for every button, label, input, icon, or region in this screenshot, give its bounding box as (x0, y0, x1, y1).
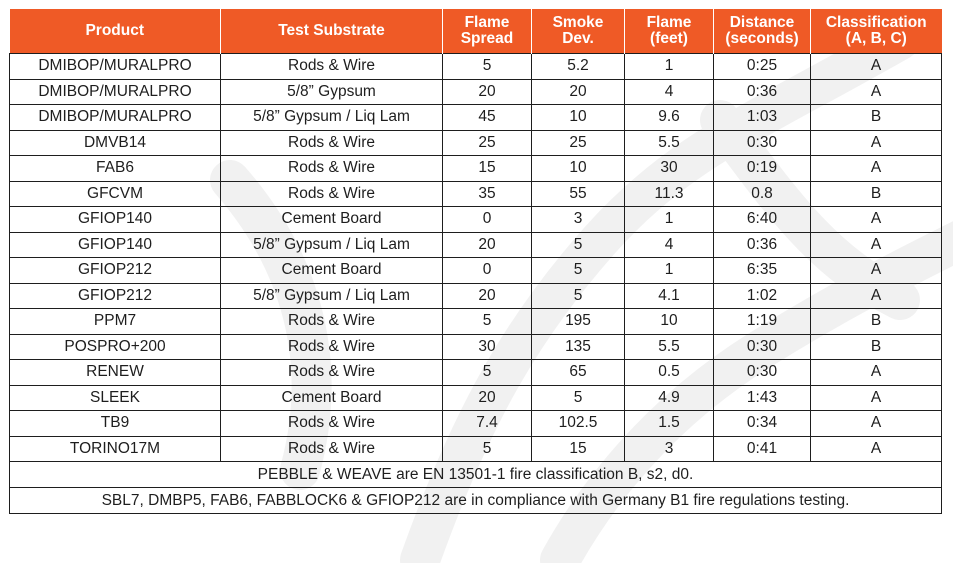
cell-flame-spread: 15 (443, 156, 532, 182)
cell-flame-feet: 0.5 (625, 360, 714, 386)
cell-test-substrate: 5/8” Gypsum / Liq Lam (221, 232, 443, 258)
cell-flame-spread: 20 (443, 232, 532, 258)
header-line: Product (85, 22, 145, 39)
header-line: (A, B, C) (845, 30, 907, 47)
cell-flame-spread: 5 (443, 436, 532, 462)
header-line: Distance (729, 14, 795, 31)
cell-smoke-dev: 15 (532, 436, 625, 462)
table-row (10, 309, 942, 335)
cell-product: DMIBOP/MURALPRO (10, 105, 221, 131)
cell-distance: 0:30 (714, 130, 811, 156)
cell-product: DMIBOP/MURALPRO (10, 54, 221, 80)
cell-test-substrate: Rods & Wire (221, 436, 443, 462)
cell-smoke-dev: 3 (532, 207, 625, 233)
cell-flame-spread: 20 (443, 79, 532, 105)
cell-test-substrate: 5/8” Gypsum (221, 79, 443, 105)
cell-test-substrate: Rods & Wire (221, 130, 443, 156)
cell-product: POSPRO+200 (10, 334, 221, 360)
cell-test-substrate: Rods & Wire (221, 181, 443, 207)
cell-distance: 0:41 (714, 436, 811, 462)
cell-distance: 1:03 (714, 105, 811, 131)
cell-distance: 6:40 (714, 207, 811, 233)
cell-flame-spread: 20 (443, 385, 532, 411)
cell-product: PPM7 (10, 309, 221, 335)
cell-classification: A (811, 130, 942, 156)
table-row (10, 130, 942, 156)
header-line: Smoke (552, 14, 604, 31)
cell-product: GFIOP140 (10, 207, 221, 233)
cell-test-substrate: Cement Board (221, 385, 443, 411)
cell-smoke-dev: 5 (532, 258, 625, 284)
cell-classification: A (811, 385, 942, 411)
cell-flame-spread: 20 (443, 283, 532, 309)
header-line: Flame (464, 14, 510, 31)
cell-product: RENEW (10, 360, 221, 386)
table-row (10, 334, 942, 360)
table-row (10, 79, 942, 105)
cell-flame-feet: 4.9 (625, 385, 714, 411)
table-row (10, 360, 942, 386)
cell-classification: A (811, 156, 942, 182)
cell-smoke-dev: 55 (532, 181, 625, 207)
header-test-substrate (221, 9, 443, 54)
table-row (10, 54, 942, 80)
cell-flame-spread: 25 (443, 130, 532, 156)
cell-flame-feet: 1 (625, 258, 714, 284)
cell-smoke-dev: 5.2 (532, 54, 625, 80)
table-row (10, 105, 942, 131)
cell-flame-spread: 0 (443, 207, 532, 233)
cell-flame-feet: 9.6 (625, 105, 714, 131)
cell-flame-feet: 5.5 (625, 334, 714, 360)
table-note-row (10, 488, 942, 514)
cell-flame-feet: 1.5 (625, 411, 714, 437)
cell-product: DMIBOP/MURALPRO (10, 79, 221, 105)
table-row (10, 258, 942, 284)
cell-smoke-dev: 65 (532, 360, 625, 386)
cell-distance: 0.8 (714, 181, 811, 207)
cell-flame-feet: 4 (625, 232, 714, 258)
cell-flame-spread: 5 (443, 54, 532, 80)
table-row (10, 156, 942, 182)
cell-distance: 0:19 (714, 156, 811, 182)
cell-test-substrate: Cement Board (221, 207, 443, 233)
cell-test-substrate: Rods & Wire (221, 411, 443, 437)
cell-smoke-dev: 20 (532, 79, 625, 105)
header-flame-spread (443, 9, 532, 54)
table-row (10, 385, 942, 411)
header-line: (seconds) (725, 30, 799, 47)
header-line: Flame (646, 14, 692, 31)
cell-test-substrate: Rods & Wire (221, 309, 443, 335)
cell-flame-spread: 0 (443, 258, 532, 284)
cell-distance: 0:30 (714, 334, 811, 360)
table-note-row (10, 462, 942, 488)
header-product (10, 9, 221, 54)
cell-flame-feet: 3 (625, 436, 714, 462)
cell-distance: 1:02 (714, 283, 811, 309)
cell-smoke-dev: 25 (532, 130, 625, 156)
cell-flame-spread: 7.4 (443, 411, 532, 437)
cell-classification: A (811, 436, 942, 462)
cell-smoke-dev: 102.5 (532, 411, 625, 437)
cell-smoke-dev: 10 (532, 156, 625, 182)
header-line: Dev. (562, 30, 594, 47)
table-row (10, 411, 942, 437)
cell-flame-spread: 5 (443, 360, 532, 386)
table-row (10, 232, 942, 258)
cell-distance: 1:43 (714, 385, 811, 411)
header-distance-seconds (714, 9, 811, 54)
cell-classification: A (811, 258, 942, 284)
header-line: Spread (460, 30, 514, 47)
cell-flame-feet: 4 (625, 79, 714, 105)
table-row (10, 436, 942, 462)
cell-test-substrate: Rods & Wire (221, 54, 443, 80)
table-note: SBL7, DMBP5, FAB6, FABBLOCK6 & GFIOP212 are in compliance with Germany B1 fire regulations testing. (10, 488, 942, 514)
cell-classification: A (811, 79, 942, 105)
cell-classification: B (811, 181, 942, 207)
cell-flame-spread: 35 (443, 181, 532, 207)
cell-product: GFIOP212 (10, 283, 221, 309)
table-row (10, 207, 942, 233)
cell-flame-feet: 1 (625, 54, 714, 80)
table-note: PEBBLE & WEAVE are EN 13501-1 fire classification B, s2, d0. (10, 462, 942, 488)
table-body (10, 54, 942, 514)
cell-smoke-dev: 5 (532, 385, 625, 411)
cell-distance: 6:35 (714, 258, 811, 284)
cell-classification: B (811, 309, 942, 335)
cell-flame-spread: 45 (443, 105, 532, 131)
cell-flame-feet: 1 (625, 207, 714, 233)
cell-classification: A (811, 283, 942, 309)
table-row (10, 181, 942, 207)
header-flame-feet (625, 9, 714, 54)
header-smoke-dev (532, 9, 625, 54)
cell-product: FAB6 (10, 156, 221, 182)
cell-distance: 0:36 (714, 232, 811, 258)
cell-flame-spread: 30 (443, 334, 532, 360)
cell-test-substrate: Rods & Wire (221, 156, 443, 182)
table-header-row (10, 9, 942, 54)
fire-rating-table (9, 9, 942, 514)
cell-test-substrate: 5/8” Gypsum / Liq Lam (221, 283, 443, 309)
cell-distance: 0:30 (714, 360, 811, 386)
header-classification (811, 9, 942, 54)
cell-smoke-dev: 135 (532, 334, 625, 360)
header-line: (feet) (650, 30, 688, 47)
cell-product: TB9 (10, 411, 221, 437)
cell-product: GFCVM (10, 181, 221, 207)
header-line: Test Substrate (278, 22, 385, 39)
cell-distance: 0:34 (714, 411, 811, 437)
cell-smoke-dev: 5 (532, 232, 625, 258)
cell-smoke-dev: 5 (532, 283, 625, 309)
cell-flame-feet: 4.1 (625, 283, 714, 309)
cell-distance: 0:25 (714, 54, 811, 80)
cell-classification: A (811, 232, 942, 258)
cell-product: GFIOP212 (10, 258, 221, 284)
cell-flame-feet: 5.5 (625, 130, 714, 156)
cell-classification: A (811, 54, 942, 80)
cell-flame-feet: 11.3 (625, 181, 714, 207)
cell-classification: A (811, 207, 942, 233)
cell-smoke-dev: 195 (532, 309, 625, 335)
cell-flame-feet: 30 (625, 156, 714, 182)
cell-distance: 1:19 (714, 309, 811, 335)
fire-rating-table-container (9, 9, 941, 514)
header-line: Classification (825, 14, 927, 31)
cell-test-substrate: Cement Board (221, 258, 443, 284)
cell-distance: 0:36 (714, 79, 811, 105)
cell-product: SLEEK (10, 385, 221, 411)
cell-flame-spread: 5 (443, 309, 532, 335)
cell-product: TORINO17M (10, 436, 221, 462)
cell-test-substrate: 5/8” Gypsum / Liq Lam (221, 105, 443, 131)
cell-smoke-dev: 10 (532, 105, 625, 131)
cell-classification: A (811, 360, 942, 386)
cell-flame-feet: 10 (625, 309, 714, 335)
cell-test-substrate: Rods & Wire (221, 334, 443, 360)
table-row (10, 283, 942, 309)
cell-test-substrate: Rods & Wire (221, 360, 443, 386)
cell-product: GFIOP140 (10, 232, 221, 258)
cell-classification: A (811, 411, 942, 437)
cell-classification: B (811, 334, 942, 360)
cell-product: DMVB14 (10, 130, 221, 156)
cell-classification: B (811, 105, 942, 131)
